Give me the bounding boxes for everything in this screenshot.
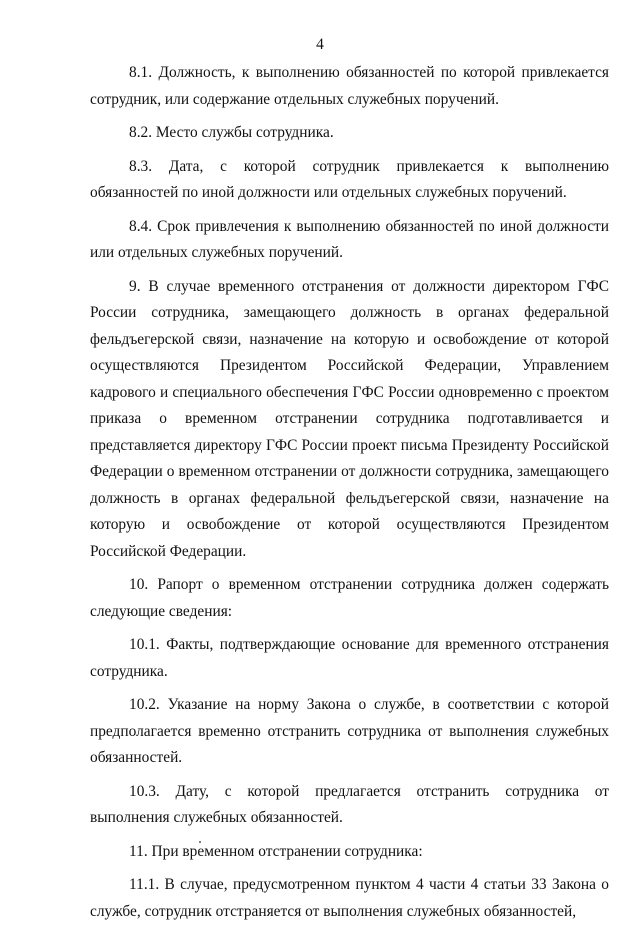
paragraph-8-4: 8.4. Срок привлечения к выполнению обязанностей по иной должности или отдельных служебных поручений. xyxy=(90,217,609,261)
document-body xyxy=(90,60,609,932)
page-number: 4 xyxy=(316,36,324,53)
paragraph-10-3: 10.3. Дату, с которой предлагается отстранить сотрудника от выполнения служебных обязанностей. xyxy=(90,782,609,826)
paragraph-8-1: 8.1. Должность, к выполнению обязанностей по которой привлекается сотрудник, или содержание отдельных служебных поручений. xyxy=(90,64,609,108)
paragraph-10: 10. Рапорт о временном отстранении сотрудника должен содержать следующие сведения: xyxy=(90,576,609,620)
scan-speck xyxy=(199,841,201,843)
paragraph-10-2: 10.2. Указание на норму Закона о службе, в соответствии с которой предполагается временно отстранить сотрудника от выполнения служебных обязанностей. xyxy=(90,696,609,766)
paragraph-9: 9. В случае временного отстранения от должности директором ГФС России сотрудника, замещающего должность в органах федеральной фельдъегерской связи, назначение на которую и освобождение от которой осуществляются Президентом Российской Федерации, Управлением кадрового и специального обеспечения ГФС России одновременно с проектом приказа о временном отстранении сотрудника подготавливается и представляется директору ГФС России проект письма Президенту Российской Федерации о временном отстранении от должности сотрудника, замещающего должность в органах федеральной фельдъегерской связи, назначение на которую и освобождение от которой осуществляются Президентом Российской Федерации. xyxy=(90,277,609,560)
paragraph-10-1: 10.1. Факты, подтверждающие основание для временного отстранения сотрудника. xyxy=(90,636,609,680)
paragraph-8-2: 8.2. Место службы сотрудника. xyxy=(129,124,334,141)
paragraph-11: 11. При временном отстранении сотрудника: xyxy=(129,842,423,860)
paragraph-11-1: 11.1. В случае, предусмотренном пунктом 4 части 4 статьи 33 Закона о службе, сотрудник отстраняется от выполнения служебных обязанностей, xyxy=(90,876,609,920)
paragraph-8-3: 8.3. Дата, с которой сотрудник привлекается к выполнению обязанностей по иной должности или отдельных служебных поручений. xyxy=(90,157,609,201)
